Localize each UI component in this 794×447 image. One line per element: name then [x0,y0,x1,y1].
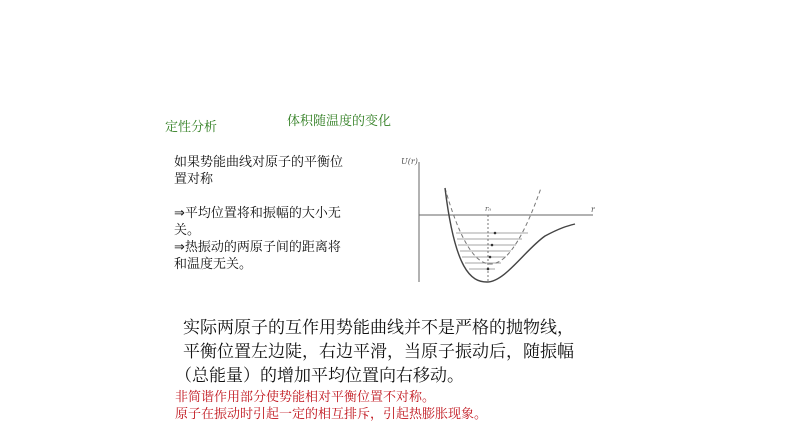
main-line-2: 平衡位置左边陡，右边平滑，当原子振动后，随振幅 [183,342,574,362]
note-line-5: ⇒热振动的两原子间的距离将 [174,240,341,255]
note-line-3: ⇒平均位置将和振幅的大小无 [174,206,341,221]
heading: 体积随温度的变化 [287,114,392,129]
mean-position-dot [491,244,494,247]
main-explanation [175,316,574,388]
note-line-1: 如果势能曲线对原子的平衡位 [174,155,344,170]
r0-label: r₀ [485,205,492,213]
note-line-4: 关。 [174,223,201,238]
note-line-6: 和温度无关。 [174,257,253,272]
main-line-1: 实际两原子的互作用势能曲线并不是严格的抛物线， [183,318,574,338]
left-notes [174,154,343,273]
qualitative-analysis-label: 定性分析 [165,120,218,135]
note-line-2: 置对称 [174,172,214,187]
conclusion [175,389,487,423]
mean-position-dot [489,256,492,259]
x-axis-label: r [591,205,595,214]
potential-energy-diagram [395,150,595,290]
mean-position-dot [487,268,490,271]
y-axis-label: U(r) [401,157,418,166]
conclusion-line-1: 非简谐作用部分使势能相对平衡位置不对称。 [175,390,436,405]
potential-curve [445,188,575,282]
conclusion-line-2: 原子在振动时引起一定的相互排斥，引起热膨胀现象。 [175,407,488,422]
main-line-3: （总能量）的增加平均位置向右移动。 [175,366,464,386]
mean-position-dot [494,232,497,235]
